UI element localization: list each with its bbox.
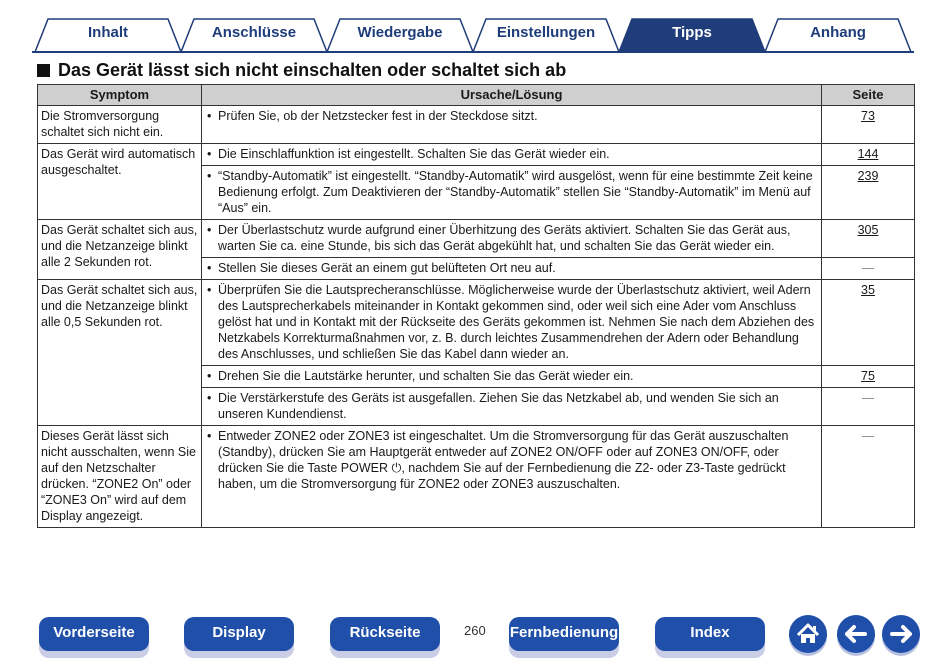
solution-cell [202, 258, 822, 280]
section-title [37, 60, 566, 81]
index-button[interactable] [655, 617, 765, 651]
bullet-icon: • [207, 169, 212, 183]
tab-label: Wiedergabe [357, 24, 443, 41]
page-cell [822, 258, 915, 280]
bullet-icon: • [207, 109, 212, 123]
tab-label: Inhalt [88, 24, 128, 41]
table-row [38, 280, 915, 366]
page-link[interactable]: 35 [861, 283, 875, 297]
solution-cell [202, 220, 822, 258]
solution-text: Die Einschlaffunktion ist eingestellt. Schalten Sie das Gerät wieder ein. [218, 147, 610, 161]
button-label: Fernbedienung [509, 624, 619, 641]
section-title-text: Das Gerät lässt sich nicht einschalten oder schaltet sich ab [58, 60, 567, 80]
page-cell [822, 280, 915, 366]
bullet-icon: • [207, 429, 212, 443]
forward-arrow-icon [882, 615, 920, 653]
solution-text: Der Überlastschutz wurde aufgrund einer Überhitzung des Geräts aktiviert. Schalten Sie das Gerät aus, warten Sie ca. eine Stunde, bis sich das Gerät abgekühlt hat, und schalten Sie das Gerät wieder ein. [218, 223, 791, 253]
table-row [38, 144, 915, 166]
table-row [38, 426, 915, 528]
tab-label: Einstellungen [496, 24, 596, 41]
solution-cell [202, 106, 822, 144]
solution-cell [202, 280, 822, 366]
page-dash: — [861, 429, 875, 443]
bullet-icon: • [207, 147, 212, 161]
rueckseite-button[interactable] [330, 617, 440, 651]
solution-text: Entweder ZONE2 oder ZONE3 ist eingeschaltet. Um die Stromversorgung für das Gerät auszuschalten (Standby), drücken Sie am Hauptgerät entweder auf ZONE2 ON/OFF oder auf ZONE3 ON/OFF, oder drücken Sie die Taste POWER ⏻, nachdem Sie auf der Fernbedienung die Z2- oder Z3-Taste gedrückt haben, um die Stromversorgung für ZONE2 oder ZONE3 auszuschalten. [218, 429, 789, 491]
page-link[interactable]: 305 [857, 223, 879, 237]
tab-wiedergabe[interactable] [326, 18, 474, 52]
home-icon [789, 615, 827, 653]
tab-anschluesse[interactable] [180, 18, 328, 52]
solution-text: Stellen Sie dieses Gerät an einem gut belüfteten Ort neu auf. [218, 261, 556, 275]
solution-text: “Standby-Automatik” ist eingestellt. “Standby-Automatik” wird ausgelöst, wenn für eine bestimmte Zeit keine Bedienung erfolgt. Zum Deaktivieren der “Standby-Automatik” stellen Sie “Standby-Automatik” im Menü auf “Aus” ein. [218, 169, 813, 215]
table-header-row [38, 85, 915, 106]
header-page: Seite [822, 85, 915, 106]
back-button[interactable] [837, 615, 875, 653]
page-link[interactable]: 75 [861, 369, 875, 383]
tab-label: Tipps [672, 24, 712, 41]
button-label: Rückseite [349, 624, 421, 641]
symptom-cell: Das Gerät wird automatisch ausgeschaltet. [38, 144, 202, 220]
bullet-icon: • [207, 283, 212, 297]
page-cell [822, 166, 915, 220]
solution-cell [202, 366, 822, 388]
symptom-cell: Das Gerät schaltet sich aus, und die Netzanzeige blinkt alle 0,5 Sekunden rot. [38, 280, 202, 426]
solution-cell [202, 166, 822, 220]
fernbedienung-button[interactable] [509, 617, 619, 651]
solution-text: Überprüfen Sie die Lautsprecheranschlüsse. Möglicherweise wurde der Überlastschutz aktiviert, weil Adern des Lautsprecherkabels miteinander in Kontakt gekommen sind, oder weil sich eine Ader vom Anschluss gelöst hat und in Kontakt mit der Rückseite des Geräts gekommen ist. Nehmen Sie nach dem Abziehen des Netzkabels Korrekturmaßnahmen vor, z. B. durch leichtes Zusammendrehen der Adern oder Behandlung des Anschlusses, und schließen Sie das Kabel dann wieder an. [218, 283, 815, 361]
back-arrow-icon [837, 615, 875, 653]
button-label: Index [690, 624, 730, 641]
page-link[interactable]: 239 [857, 169, 879, 183]
square-bullet-icon [37, 64, 50, 77]
solution-cell [202, 144, 822, 166]
button-label: Vorderseite [53, 624, 135, 641]
page-cell [822, 144, 915, 166]
page-dash: — [861, 391, 875, 405]
symptom-cell: Dieses Gerät lässt sich nicht ausschalten, wenn Sie auf den Netzschalter drücken. “ZONE2 On” oder “ZONE3 On” wird auf dem Display angezeigt. [38, 426, 202, 528]
solution-text: Drehen Sie die Lautstärke herunter, und schalten Sie das Gerät wieder ein. [218, 369, 634, 383]
display-button[interactable] [184, 617, 294, 651]
page-link[interactable]: 73 [861, 109, 875, 123]
tab-label: Anhang [810, 24, 866, 41]
table-row [38, 106, 915, 144]
header-solution: Ursache/Lösung [202, 85, 822, 106]
solution-cell [202, 426, 822, 528]
page-number: 260 [464, 623, 486, 638]
bullet-icon: • [207, 223, 212, 237]
page-cell [822, 366, 915, 388]
tab-label: Anschlüsse [211, 24, 297, 41]
solution-text: Prüfen Sie, ob der Netzstecker fest in der Steckdose sitzt. [218, 109, 538, 123]
bullet-icon: • [207, 391, 212, 405]
page-cell [822, 106, 915, 144]
bullet-icon: • [207, 369, 212, 383]
forward-button[interactable] [882, 615, 920, 653]
troubleshooting-table [37, 84, 915, 528]
table-row [38, 220, 915, 258]
tab-inhalt[interactable] [34, 18, 182, 52]
tab-underline [32, 51, 914, 53]
solution-text: Die Verstärkerstufe des Geräts ist ausgefallen. Ziehen Sie das Netzkabel ab, und wenden Sie sich an unseren Kundendienst. [218, 391, 779, 421]
page-cell [822, 220, 915, 258]
tab-einstellungen[interactable] [472, 18, 620, 52]
page-cell [822, 388, 915, 426]
page-dash: — [861, 261, 875, 275]
home-button[interactable] [789, 615, 827, 653]
header-symptom: Symptom [38, 85, 202, 106]
button-label: Display [212, 624, 266, 641]
symptom-cell: Das Gerät schaltet sich aus, und die Netzanzeige blinkt alle 2 Sekunden rot. [38, 220, 202, 280]
bullet-icon: • [207, 261, 212, 275]
page-cell [822, 426, 915, 528]
vorderseite-button[interactable] [39, 617, 149, 651]
solution-cell [202, 388, 822, 426]
symptom-cell: Die Stromversorgung schaltet sich nicht ein. [38, 106, 202, 144]
page-link[interactable]: 144 [857, 147, 879, 161]
tab-anhang[interactable] [764, 18, 912, 52]
tab-tipps[interactable] [618, 18, 766, 52]
